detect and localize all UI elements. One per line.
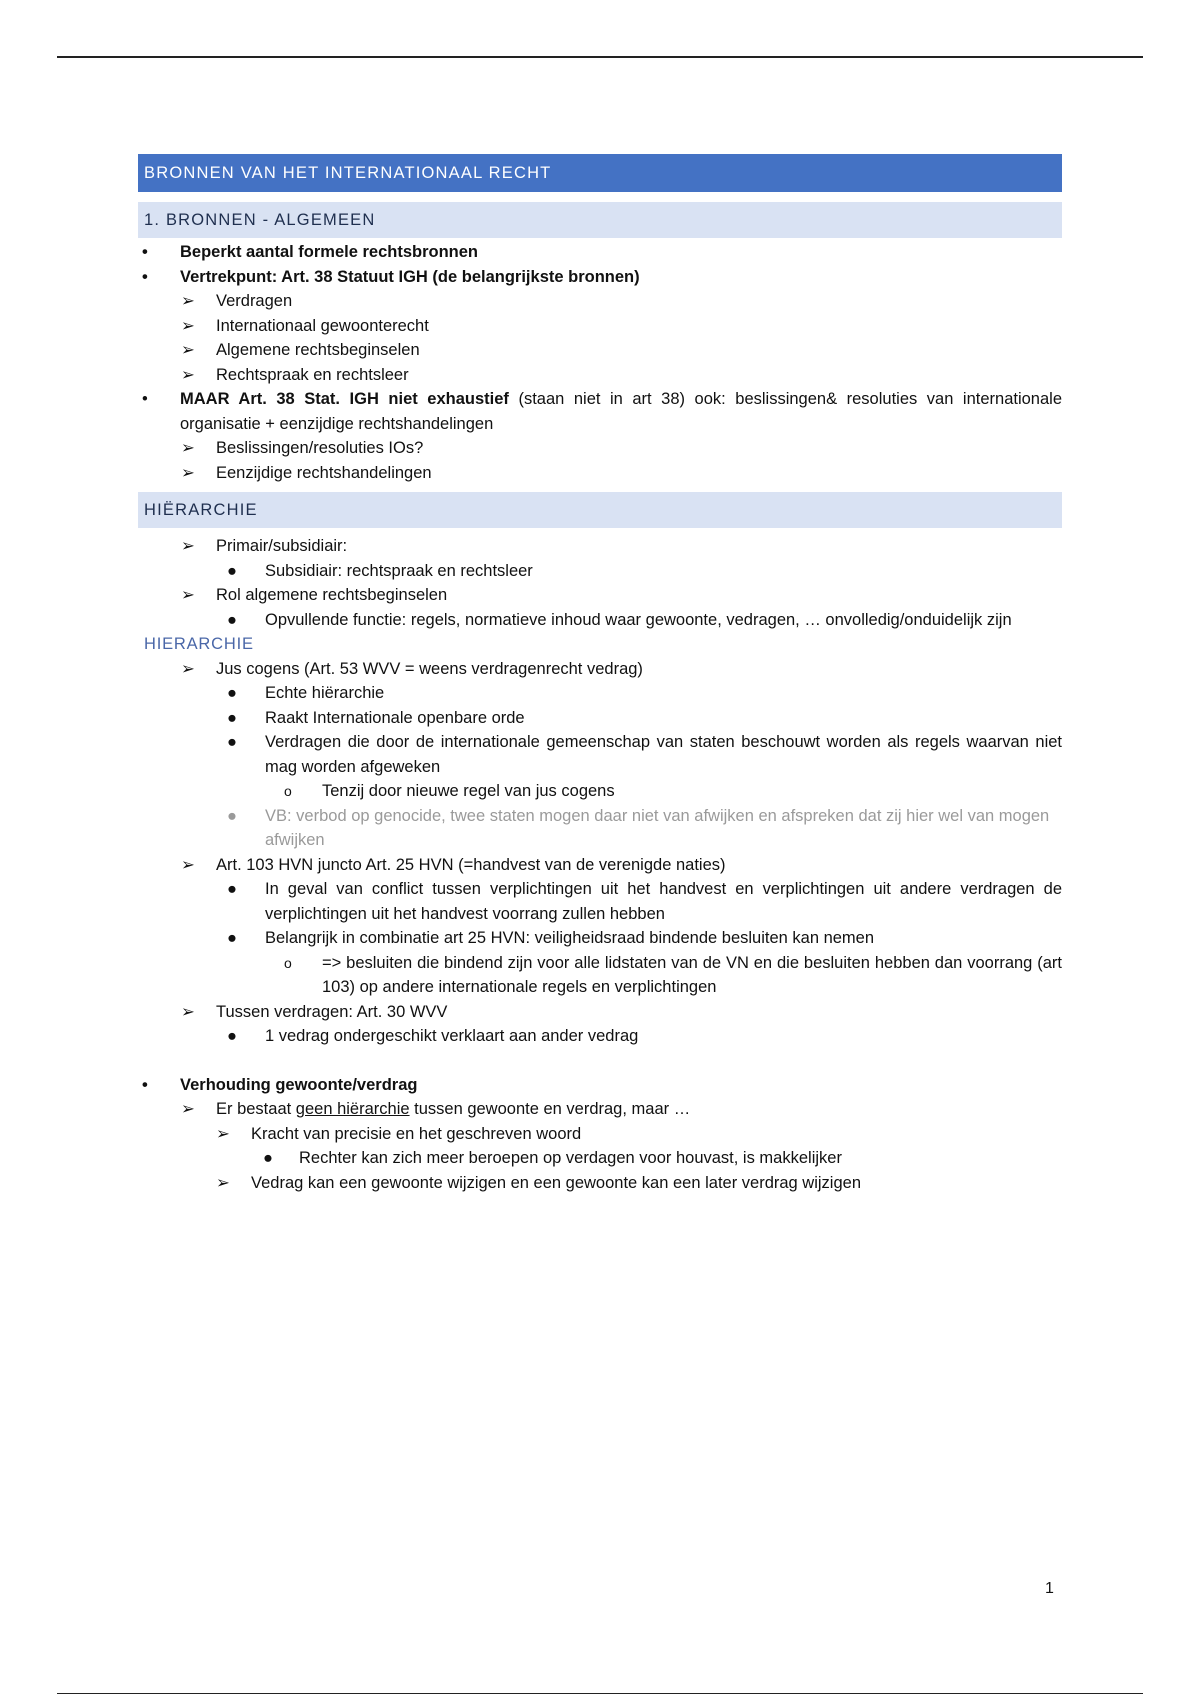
list-item: • Vertrekpunt: Art. 38 Statuut IGH (de belangrijkste bronnen) (138, 265, 1062, 290)
dot-bullet-icon: ● (227, 610, 237, 629)
list-item: ➢ Kracht van precisie en het geschreven woord (138, 1122, 1062, 1147)
list-item: o => besluiten die bindend zijn voor alle lidstaten van de VN en die besluiten hebben dan voorrang (art 103) op andere internationale regels en verplichtingen (138, 951, 1062, 1000)
list-item: ● Echte hiërarchie (138, 681, 1062, 706)
list-item: ● Belangrijk in combinatie art 25 HVN: veiligheidsraad bindende besluiten kan nemen (138, 926, 1062, 951)
list-item: ● 1 vedrag ondergeschikt verklaart aan ander vedrag (138, 1024, 1062, 1049)
dot-bullet-icon: ● (227, 561, 237, 580)
arrow-bullet-icon: ➢ (181, 463, 195, 482)
arrow-bullet-icon: ➢ (181, 1100, 195, 1118)
circle-bullet-icon: o (284, 954, 292, 971)
spacer (138, 1049, 1062, 1073)
list-item: • MAAR Art. 38 Stat. IGH niet exhaustief (staan niet in art 38) ook: beslissingen& resoluties van internationale organisatie + eenzijdige rechtshandelingen (138, 387, 1062, 436)
bullet-icon: • (142, 1075, 148, 1094)
arrow-bullet-icon: ➢ (181, 439, 195, 457)
list-item: ➢ Primair/subsidiair: (138, 534, 1062, 559)
list-item: ➢ Beslissingen/resoluties IOs? (138, 436, 1062, 461)
dot-bullet-icon: ● (263, 1149, 273, 1167)
main-heading: BRONNEN VAN HET INTERNATIONAAL RECHT (138, 154, 1062, 192)
list-item: ➢ Vedrag kan een gewoonte wijzigen en een gewoonte kan een later verdrag wijzigen (138, 1171, 1062, 1196)
bullet-icon: • (142, 267, 148, 286)
list-item: ● Raakt Internationale openbare orde (138, 706, 1062, 731)
bullet-icon: • (142, 243, 148, 261)
bullet-icon: • (142, 390, 148, 408)
list-item: ➢ Er bestaat geen hiërarchie tussen gewoonte en verdrag, maar … (138, 1097, 1062, 1122)
top-rule (57, 56, 1143, 58)
list-item: ➢ Verdragen (138, 289, 1062, 314)
dot-bullet-icon: ● (227, 1027, 237, 1045)
dot-bullet-icon: ● (227, 806, 237, 825)
arrow-bullet-icon: ➢ (181, 659, 195, 678)
list-item: ➢ Algemene rechtsbeginselen (138, 338, 1062, 363)
page-number: 1 (1045, 1580, 1054, 1597)
list-item: • Verhouding gewoonte/verdrag (138, 1073, 1062, 1098)
dot-bullet-icon: ● (227, 708, 237, 727)
list-item: ● Subsidiair: rechtspraak en rechtsleer (138, 559, 1062, 584)
arrow-bullet-icon: ➢ (181, 316, 195, 335)
list-item: ➢ Art. 103 HVN juncto Art. 25 HVN (=handvest van de verenigde naties) (138, 853, 1062, 878)
arrow-bullet-icon: ➢ (181, 1002, 195, 1021)
list-item: • Beperkt aantal formele rechtsbronnen (138, 240, 1062, 265)
dot-bullet-icon: ● (227, 733, 237, 751)
arrow-bullet-icon: ➢ (216, 1124, 230, 1143)
list-item: ➢ Internationaal gewoonterecht (138, 314, 1062, 339)
bottom-rule (57, 1693, 1143, 1694)
dot-bullet-icon: ● (227, 880, 237, 898)
list-item: ● Opvullende functie: regels, normatieve inhoud waar gewoonte, vedragen, … onvolledig/onduidelijk zijn (138, 608, 1062, 633)
list-item-example: ● VB: verbod op genocide, twee staten mogen daar niet van afwijken en afspreken dat zij hier wel van mogen afwijken (138, 804, 1062, 853)
list-item: ➢ Eenzijdige rechtshandelingen (138, 461, 1062, 486)
list-item: ➢ Rechtspraak en rechtsleer (138, 363, 1062, 388)
list-item: ➢ Tussen verdragen: Art. 30 WVV (138, 1000, 1062, 1025)
section-heading-bronnen: 1. BRONNEN - ALGEMEEN (138, 202, 1062, 238)
dot-bullet-icon: ● (227, 684, 237, 702)
list-item: ➢ Jus cogens (Art. 53 WVV = weens verdragenrecht vedrag) (138, 657, 1062, 682)
subheading-hierarchie: HIERARCHIE (144, 635, 254, 653)
document-body (138, 154, 1062, 1195)
circle-bullet-icon: o (284, 783, 292, 799)
list-item: ● Rechter kan zich meer beroepen op verdagen voor houvast, is makkelijker (138, 1146, 1062, 1171)
list-item: ● In geval van conflict tussen verplichtingen uit het handvest en verplichtingen uit andere verdragen de verplichtingen uit het handvest voorrang zullen hebben (138, 877, 1062, 926)
arrow-bullet-icon: ➢ (181, 292, 195, 310)
list-item: ● Verdragen die door de internationale gemeenschap van staten beschouwt worden als regels waarvan niet mag worden afgeweken (138, 730, 1062, 779)
arrow-bullet-icon: ➢ (181, 537, 195, 555)
section-heading-hierarchie: HIËRARCHIE (138, 492, 1062, 528)
dot-bullet-icon: ● (227, 929, 237, 947)
arrow-bullet-icon: ➢ (181, 855, 195, 874)
list-item: ➢ Rol algemene rechtsbeginselen (138, 583, 1062, 608)
list-item: o Tenzij door nieuwe regel van jus cogens (138, 779, 1062, 804)
arrow-bullet-icon: ➢ (181, 341, 195, 359)
arrow-bullet-icon: ➢ (181, 365, 195, 384)
arrow-bullet-icon: ➢ (181, 586, 195, 604)
arrow-bullet-icon: ➢ (216, 1173, 230, 1192)
